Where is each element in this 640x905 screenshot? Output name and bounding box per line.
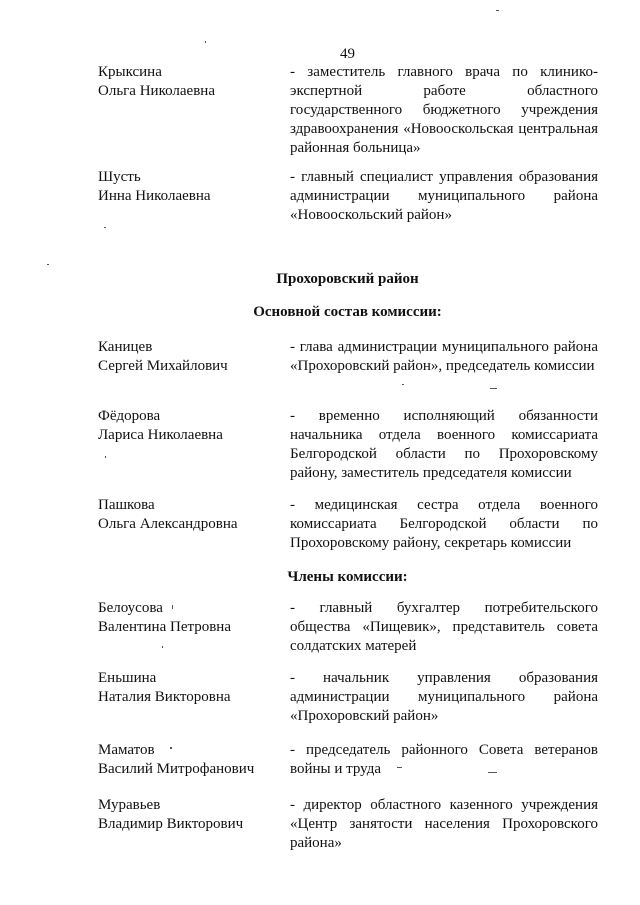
member-role: - председатель районного Совета ветеранов войны и труда <box>290 742 598 777</box>
member-name <box>98 669 283 707</box>
member-surname: Фёдорова <box>98 408 161 424</box>
commission-members-heading: Члены комиссии: <box>287 569 408 585</box>
scan-speck <box>496 10 499 11</box>
member-given-names: Сергей Михайлович <box>98 358 228 374</box>
member-role: - директор областного казенного учреждения «Центр занятости населения Прохоровского района» <box>290 797 598 851</box>
district-heading: Прохоровский район <box>276 271 419 287</box>
member-surname: Еньшина <box>98 670 157 686</box>
scan-speck <box>397 767 402 768</box>
member-surname: Муравьев <box>98 797 161 813</box>
member-given-names: Наталия Викторовна <box>98 689 231 705</box>
member-name <box>98 496 283 534</box>
scan-speck <box>162 646 163 648</box>
member-role: - главный специалист управления образования администрации муниципального района «Новооскольский район» <box>290 169 598 223</box>
scan-speck <box>402 384 404 385</box>
member-role: - начальник управления образования администрации муниципального района «Прохоровский район» <box>290 670 598 724</box>
member-role: - главный бухгалтер потребительского общества «Пищевик», представитель совета солдатских матерей <box>290 600 598 654</box>
member-surname: Пашкова <box>98 497 155 513</box>
scan-speck <box>104 227 106 228</box>
member-name <box>98 741 283 779</box>
scan-speck <box>488 772 497 773</box>
member-given-names: Инна Николаевна <box>98 188 211 204</box>
member-name <box>98 407 283 445</box>
member-given-names: Владимир Викторович <box>98 816 244 832</box>
member-name <box>98 63 283 101</box>
member-given-names: Валентина Петровна <box>98 619 231 635</box>
member-given-names: Василий Митрофанович <box>98 761 255 777</box>
commission-main-heading: Основной состав комиссии: <box>253 304 442 320</box>
member-role: - заместитель главного врача по клинико-экспертной работе областного государственного бюджетного учреждения здравоохранения «Новооскольская центральная районная больница» <box>290 64 598 156</box>
member-surname: Шусть <box>98 169 141 185</box>
member-role: - временно исполняющий обязанности начальника отдела военного комиссариата Белгородской области по Прохоровскому району, заместитель председателя комиссии <box>290 408 598 481</box>
member-surname: Каницев <box>98 339 153 355</box>
member-given-names: Ольга Николаевна <box>98 83 215 99</box>
member-surname: Крыксина <box>98 64 162 80</box>
member-name <box>98 168 283 206</box>
member-name <box>98 599 283 637</box>
member-given-names: Ольга Александровна <box>98 516 238 532</box>
scan-speck <box>172 605 173 609</box>
page-number: 49 <box>340 46 355 62</box>
member-surname: Белоусова <box>98 600 163 616</box>
scan-speck <box>47 264 49 265</box>
scan-speck <box>105 456 106 458</box>
member-given-names: Лариса Николаевна <box>98 427 223 443</box>
member-surname: Маматов <box>98 742 155 758</box>
member-name <box>98 338 283 376</box>
scan-speck <box>205 41 206 43</box>
scan-speck <box>170 747 172 749</box>
scan-speck <box>490 388 497 389</box>
member-role: - глава администрации муниципального района «Прохоровский район», председатель комиссии <box>290 339 598 374</box>
member-role: - медицинская сестра отдела военного комиссариата Белгородской области по Прохоровскому району, секретарь комиссии <box>290 497 598 551</box>
member-name <box>98 796 283 834</box>
